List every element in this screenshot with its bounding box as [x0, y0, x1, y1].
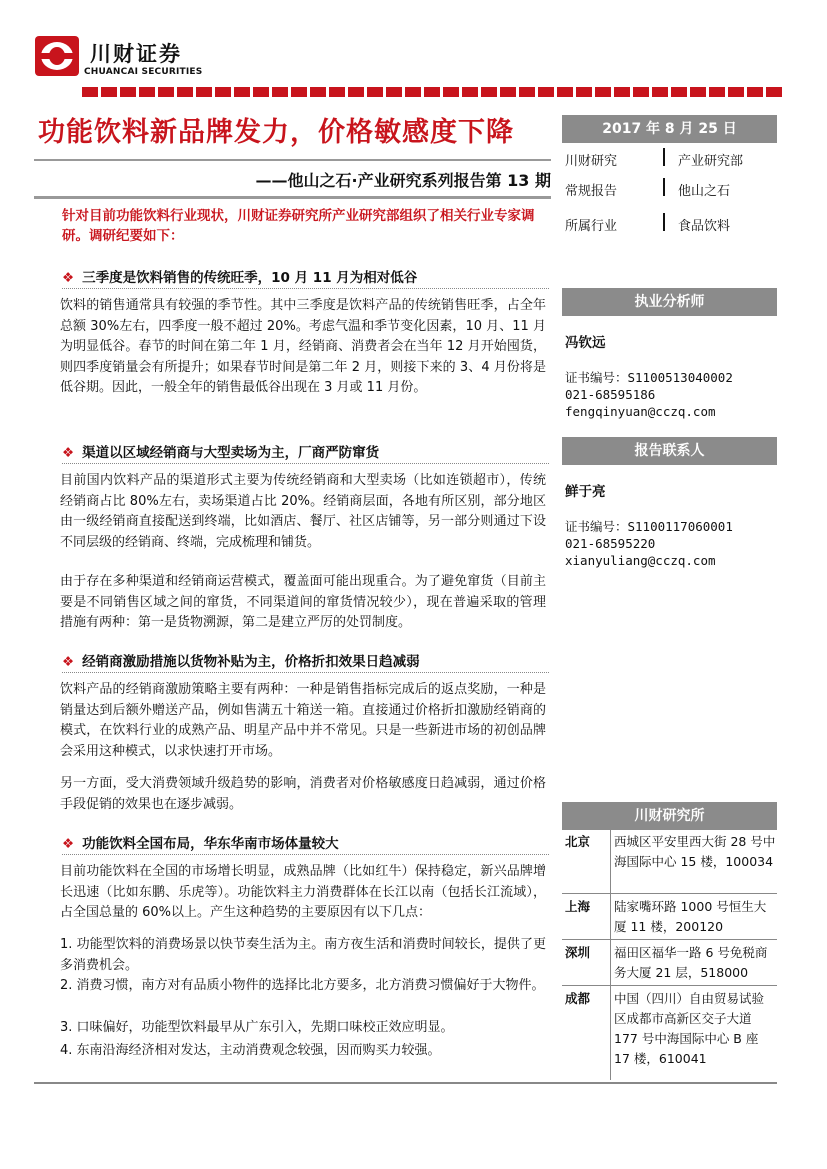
contact-email[interactable]: xianyuliang@cczq.com [565, 553, 716, 568]
analyst-heading: 执业分析师 [562, 288, 777, 316]
meta-row [565, 180, 731, 199]
diamond-bullet-icon: ❖ [62, 836, 75, 852]
analyst-block [565, 335, 733, 420]
meta-separator [663, 148, 665, 166]
analyst-phone: 021-68595186 [565, 387, 656, 402]
office-city: 成都 [565, 991, 591, 1006]
meta-key: 所属行业 [565, 219, 618, 234]
meta-key: 常规报告 [565, 184, 618, 199]
analyst-name: 冯钦远 [565, 335, 606, 351]
list-item: 4. 东南沿海经济相对发达，主动消费观念较强，因而购买力较强。 [60, 1043, 441, 1058]
meta-value: 食品饮料 [678, 219, 731, 234]
section-divider [62, 854, 549, 856]
contact-phone: 021-68595220 [565, 536, 656, 551]
office-divider [562, 939, 777, 940]
paragraph: 另一方面，受大消费领域升级趋势的影响，消费者对价格敏感度日趋减弱，通过价格手段促销的效果也在逐步减弱。 [60, 776, 546, 812]
contact-cert: 证书编号：S1100117060001 [565, 519, 733, 534]
analyst-cert: 证书编号：S1100513040002 [565, 370, 733, 385]
meta-value: 他山之石 [678, 184, 731, 199]
header-stripe [82, 87, 782, 97]
brand-name-en: CHUANCAI SECURITIES [84, 67, 203, 77]
meta-row [565, 150, 744, 169]
institute-heading: 川财研究所 [562, 802, 777, 830]
meta-value: 产业研究部 [678, 154, 744, 169]
office-city: 北京 [565, 834, 591, 849]
office-city: 深圳 [565, 945, 591, 960]
subtitle-divider [34, 196, 551, 199]
brand-logo-icon [35, 36, 79, 76]
office-address: 陆家嘴环路 1000 号恒生大厦 11 楼，200120 [614, 899, 767, 934]
contact-block [565, 484, 733, 569]
list-item: 3. 口味偏好，功能型饮料最早从广东引入，先期口味校正效应明显。 [60, 1020, 454, 1035]
diamond-bullet-icon: ❖ [62, 270, 75, 286]
office-divider [562, 985, 777, 986]
diamond-bullet-icon: ❖ [62, 654, 75, 670]
contact-name: 鲜于亮 [565, 484, 606, 500]
office-shanghai [565, 897, 777, 937]
title-divider [34, 159, 551, 161]
report-date: 2017 年 8 月 25 日 [562, 115, 777, 143]
section-heading: ❖ 三季度是饮料销售的传统旺季，10 月 11 月为相对低谷 [62, 270, 418, 286]
section-heading: ❖ 功能饮料全国布局，华东华南市场体量较大 [62, 836, 339, 852]
report-subtitle: ——他山之石·产业研究系列报告第 13 期 [255, 171, 551, 190]
section-heading: ❖ 经销商激励措施以货物补贴为主，价格折扣效果日趋减弱 [62, 654, 420, 670]
office-city: 上海 [565, 899, 591, 914]
office-shenzhen [565, 943, 777, 983]
list-item: 1. 功能型饮料的消费场景以快节奏生活为主。南方夜生活和消费时间较长，提供了更多消费机会。 [60, 937, 546, 973]
meta-separator [663, 178, 665, 196]
section-divider [62, 672, 549, 674]
office-address: 中国（四川）自由贸易试验区成都市高新区交子大道 177 号中海国际中心 B 座 17 楼，610041 [614, 991, 765, 1066]
section-heading: ❖ 渠道以区域经销商与大型卖场为主，厂商严防窜货 [62, 445, 380, 461]
meta-separator [663, 213, 665, 231]
paragraph: 目前功能饮料在全国的市场增长明显，成熟品牌（比如红牛）保持稳定，新兴品牌增长迅速（比如东鹏、乐虎等）。功能饮料主力消费群体在长江以南（包括长江流域），占全国总量的 60%以上。产生这种趋势的主要原因有以下几点： [60, 864, 546, 920]
meta-key: 川财研究 [565, 154, 618, 169]
paragraph: 目前国内饮料产品的渠道形式主要为传统经销商和大型卖场（比如连锁超市），传统经销商占比 80%左右，卖场渠道占比 20%。经销商层面，各地有所区别，部分地区由一级经销商直接配送到终端，比如酒店、餐厅、社区店铺等，另一部分则通过下设不同层级的经销商、终端，完成梳理和铺货。 [60, 473, 546, 550]
section-divider [62, 463, 549, 465]
meta-row [565, 215, 731, 234]
diamond-bullet-icon: ❖ [62, 445, 75, 461]
paragraph: 饮料产品的经销商激励策略主要有两种：一种是销售指标完成后的返点奖励，一种是销量达到后额外赠送产品，例如售满五十箱送一箱。直接通过价格折扣激励经销商的模式，在饮料行业的成熟产品、明星产品中并不常见。只是一些新进市场的初创品牌会采用这种模式，以求快速打开市场。 [60, 682, 546, 759]
paragraph: 由于存在多种渠道和经销商运营模式，覆盖面可能出现重合。为了避免窜货（目前主要是不同销售区域之间的窜货，不同渠道间的窜货情况较少），现在普遍采取的管理措施有两种：第一是货物溯源，第二是建立严厉的处罚制度。 [60, 574, 546, 630]
office-divider [562, 893, 777, 894]
section-divider [62, 288, 549, 290]
report-title: 功能饮料新品牌发力，价格敏感度下降 [38, 117, 514, 148]
analyst-email[interactable]: fengqinyuan@cczq.com [565, 404, 716, 419]
report-intro: 针对目前功能饮料行业现状，川财证券研究所产业研究部组织了相关行业专家调研。调研纪要如下： [62, 208, 535, 244]
page-bottom-rule [34, 1082, 777, 1084]
paragraph: 饮料的销售通常具有较强的季节性。其中三季度是饮料产品的传统销售旺季，占全年总额 30%左右，四季度一般不超过 20%。考虑气温和季节变化因素，10 月、11 月为明显低谷。春节的时间在第二年 1 月，经销商、消费者会在当年 12 月开始囤货，则四季度销量会有所提升；如果春节时间是第二年 2 月，则接下来的 3、4 月份将是低谷期。因此，一般全年的销售最低谷出现在 3 月或 11 月份。 [60, 298, 546, 395]
contact-heading: 报告联系人 [562, 437, 777, 465]
list-item: 2. 消费习惯，南方对有品质小物件的选择比北方要多，北方消费习惯偏好于大物件。 [60, 978, 545, 993]
office-chengdu [565, 989, 777, 1069]
brand-name-cn: 川财证券 [90, 42, 182, 66]
office-address: 福田区福华一路 6 号免税商务大厦 21 层，518000 [614, 945, 768, 980]
office-beijing [565, 832, 777, 892]
office-address: 西城区平安里西大街 28 号中海国际中心 15 楼，100034 [614, 834, 776, 869]
